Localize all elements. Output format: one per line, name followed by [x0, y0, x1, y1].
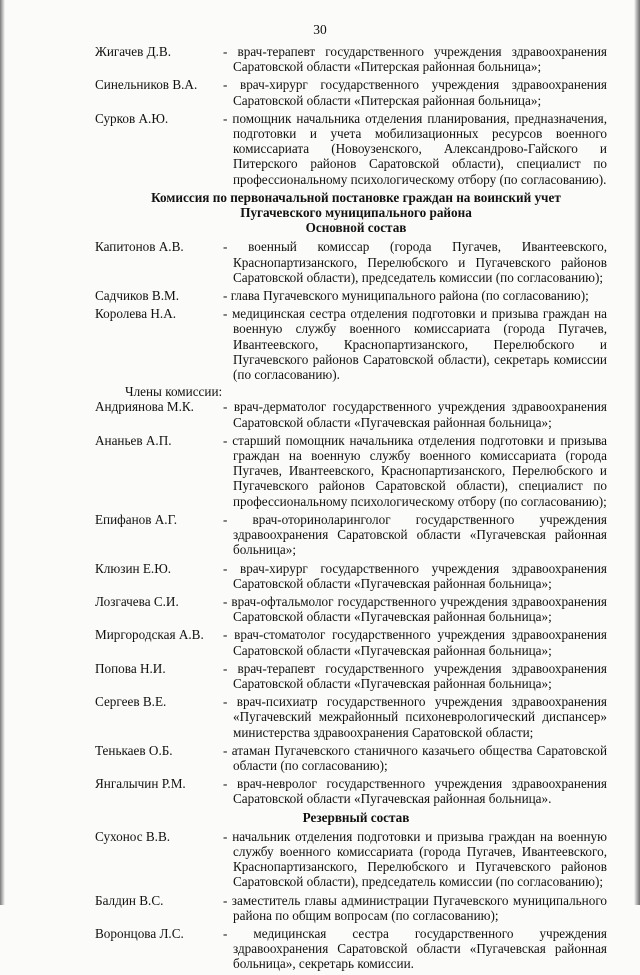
scan-edge-right: [634, 0, 640, 905]
person-name: Тенькаев О.Б.: [95, 742, 173, 758]
main-leaders-list: [95, 239, 607, 382]
list-item: [95, 288, 607, 303]
person-name: Клюзин Е.Ю.: [95, 560, 172, 576]
list-item: [95, 743, 607, 773]
person-name: Садчиков В.М.: [95, 288, 180, 304]
list-item: [95, 776, 607, 806]
person-position: - врач-хирург государственного учреждения здравоохранения Саратовской области «Пугачевская районная больница»;: [223, 560, 607, 591]
person-position: - врач-терапевт государственного учреждения здравоохранения Саратовской области «Питерская районная больница»;: [223, 44, 607, 75]
person-name: Миргородская А.В.: [95, 627, 204, 643]
commission-subtitle: Пугачевского муниципального района: [240, 205, 472, 221]
members-list: [95, 399, 607, 806]
list-item: [95, 594, 607, 624]
person-position: - врач-хирург государственного учреждения здравоохранения Саратовской области «Питерская районная больница»;: [223, 77, 607, 108]
person-position: - атаман Пугачевского станичного казачьего общества Саратовской области (по согласованию);: [223, 742, 607, 773]
reserve-list: [95, 829, 607, 972]
person-name: Сухонос В.В.: [95, 828, 171, 844]
person-position: - врач-стоматолог государственного учреждения здравоохранения Саратовской области «Пугачевская районная больница»;: [223, 627, 607, 658]
scan-edge-left: [0, 0, 5, 905]
person-position: - военный комиссар (города Пугачев, Ивантеевского, Краснопартизанского, Перелюбского и Пугачевского районов Саратовской области), председатель комиссии (по согласованию);: [223, 239, 607, 285]
list-item: [95, 627, 607, 657]
person-position: - медицинская сестра государственного учреждения здравоохранения Саратовской области «Пугачевская районная больница», секретарь комиссии.: [223, 925, 607, 972]
person-name: Сурков А.Ю.: [95, 110, 169, 126]
person-name: Сергеев В.Е.: [95, 694, 167, 710]
list-item: [95, 893, 607, 923]
person-name: Лозгачева С.И.: [95, 593, 179, 609]
list-item: [95, 44, 607, 74]
person-position: - медицинская сестра отделения подготовки и призыва граждан на военную службу военного комиссариата (города Пугачев, Ивантеевского, Краснопартизанского, Перелюбского и Пугачевского районов Саратовской области), секретарь комиссии (по согласованию).: [223, 306, 607, 383]
group1-list: [95, 44, 607, 187]
person-name: Жигачев Д.В.: [95, 44, 172, 59]
person-position: - врач-психиатр государственного учреждения здравоохранения «Пугачевский межрайонный психоневрологический диспансер» министерства здравоохранения Саратовской области;: [223, 694, 607, 740]
person-position: - врач-оториноларинголог государственного учреждения здравоохранения Саратовской области «Пугачевская районная больница»;: [223, 511, 607, 558]
person-name: Епифанов А.Г.: [95, 511, 177, 527]
person-position: - глава Пугачевского муниципального района (по согласованию);: [223, 288, 589, 304]
person-name: Королева Н.А.: [95, 306, 177, 322]
list-item: [95, 239, 607, 285]
person-position: - старший помощник начальника отделения подготовки и призыва граждан на военную службу военного комиссариата (города Пугачев, Ивантеевского, Краснопартизанского, Перелюбского и Пугачевского районов Саратовской области), специалист по профессиональному психологическому отбору (по согласованию);: [223, 432, 607, 509]
reserve-composition-heading: Резервный состав: [302, 809, 410, 825]
person-name: Попова Н.И.: [95, 660, 166, 676]
list-item: [95, 399, 607, 429]
page-number: 30: [313, 22, 327, 37]
list-item: [95, 512, 607, 558]
person-position: - врач-невролог государственного учреждения здравоохранения Саратовской области «Пугачевская районная больница».: [223, 776, 607, 807]
list-item: [95, 661, 607, 691]
document-body: [95, 44, 607, 975]
list-item: [95, 433, 607, 509]
main-composition-heading: Основной состав: [305, 220, 407, 236]
person-name: Янгалычин Р.М.: [95, 776, 186, 792]
list-item: [95, 926, 607, 972]
person-name: Балдин В.С.: [95, 892, 164, 908]
list-item: [95, 694, 607, 740]
person-name: Воронцова Л.С.: [95, 925, 184, 941]
list-item: [95, 77, 607, 107]
person-position: - помощник начальника отделения планирования, предназначения, подготовки и учета мобилизационных ресурсов военного комиссариата (Новоузенского, Александрово-Гайского и Питерского районов Саратовской области), специалист по профессиональному психологическому отбору (по согласованию).: [223, 110, 607, 187]
person-position: - врач-офтальмолог государственного учреждения здравоохранения Саратовской области «Пугачевская районная больница»;: [223, 593, 607, 625]
person-position: - врач-терапевт государственного учреждения здравоохранения Саратовской области «Пугачевская районная больница»;: [223, 660, 607, 691]
person-position: - начальник отделения подготовки и призыва граждан на военную службу военного комиссариата (города Пугачев, Ивантеевского, Краснопартизанского, Перелюбского и Пугачевского районов Саратовской области), председатель комиссии (по согласованию);: [223, 828, 607, 890]
list-item: [95, 306, 607, 382]
person-name: Ананьев А.П.: [95, 432, 172, 448]
person-position: - заместитель главы администрации Пугачевского муниципального района по общим вопросам (по согласованию);: [223, 892, 607, 923]
list-item: [95, 111, 607, 187]
commission-title: Комиссия по первоначальной постановке граждан на воинский учет: [151, 189, 561, 205]
members-label: Члены комиссии:: [125, 384, 223, 400]
person-name: Синельников В.А.: [95, 77, 198, 93]
list-item: [95, 561, 607, 591]
list-item: [95, 829, 607, 890]
person-position: - врач-дерматолог государственного учреждения здравоохранения Саратовской области «Пугачевская районная больница»;: [223, 399, 607, 430]
person-name: Андриянова М.К.: [95, 399, 194, 415]
person-name: Капитонов А.В.: [95, 239, 184, 255]
